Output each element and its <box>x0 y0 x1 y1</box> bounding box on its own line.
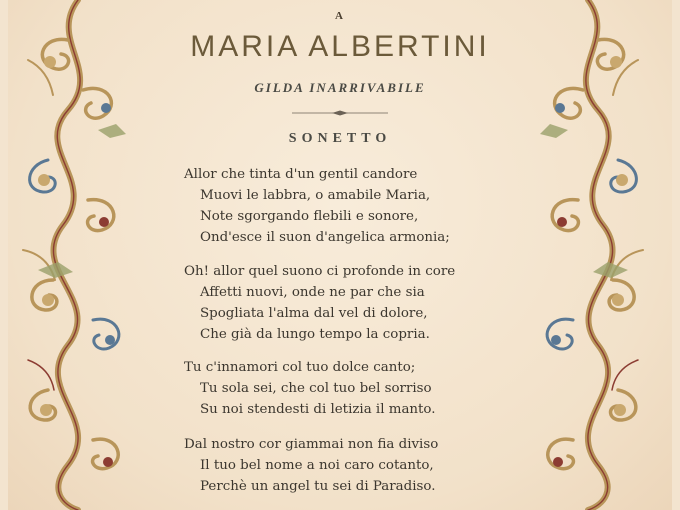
section-title: SONETTO <box>288 131 392 146</box>
stanza-4 <box>184 434 514 497</box>
poem-line: Dal nostro cor giammai non fia diviso <box>184 437 439 452</box>
poem-line: Su noi stendesti di letizia il manto. <box>200 402 436 417</box>
left-floral-border <box>8 0 158 510</box>
poem-line: Muovi le labbra, o amabile Maria, <box>200 188 431 203</box>
poem-line: Tu sola sei, che col tuo bel sorriso <box>200 381 432 396</box>
stanza-1 <box>184 164 514 248</box>
ornamental-rule <box>292 110 388 116</box>
stanza-3 <box>184 357 514 420</box>
right-floral-border <box>508 0 658 510</box>
poem-line: Affetti nuovi, onde ne par che sia <box>200 285 425 300</box>
poem-line: Note sgorgando flebili e sonore, <box>200 209 419 224</box>
poem-line: Spogliata l'alma dal vel di dolore, <box>200 306 428 321</box>
page-sheet <box>8 0 672 510</box>
dedication-preposition: A <box>335 10 345 22</box>
poem-line: Allor che tinta d'un gentil candore <box>184 167 418 182</box>
poem-line: Oh! allor quel suono ci profonde in core <box>184 264 456 279</box>
page-subtitle: GILDA INARRIVABILE <box>254 80 426 95</box>
poem-line: Il tuo bel nome a noi caro cotanto, <box>200 458 434 473</box>
poem-line: Tu c'innamori col tuo dolce canto; <box>184 360 416 375</box>
poem-line: Che già da lungo tempo la copria. <box>200 327 430 342</box>
page-title: MARIA ALBERTINI <box>190 30 490 63</box>
poem-line: Perchè un angel tu sei di Paradiso. <box>200 479 436 494</box>
stanza-2 <box>184 261 514 345</box>
poem-line: Ond'esce il suon d'angelica armonia; <box>200 230 450 245</box>
